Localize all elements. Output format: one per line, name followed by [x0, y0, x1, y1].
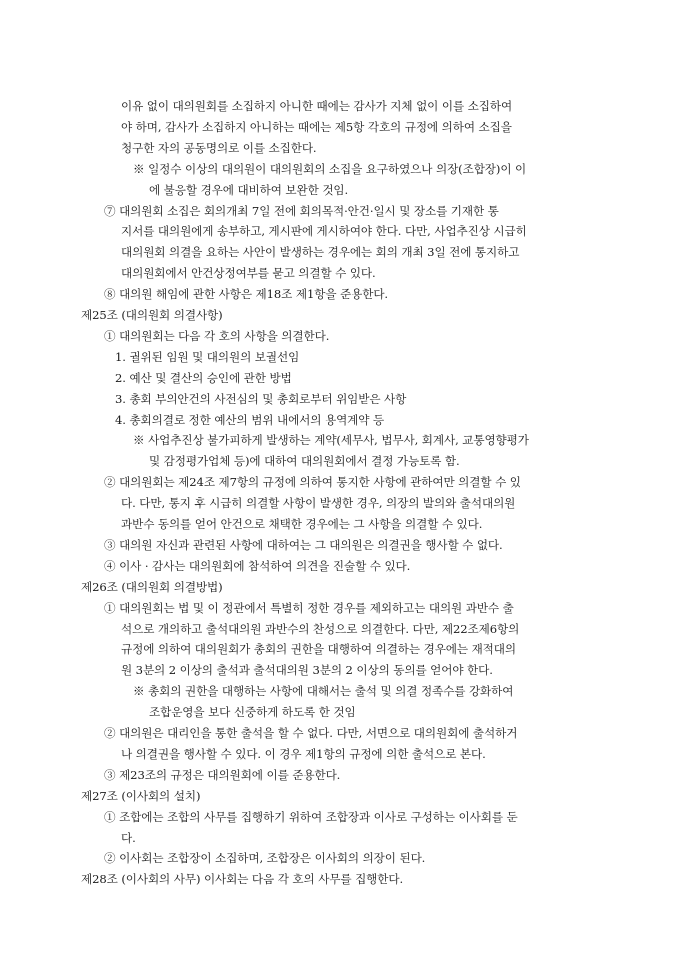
paragraph-line: 지서를 대의원에게 송부하고, 게시판에 게시하여야 한다. 다만, 사업추진상 시급히 — [121, 224, 527, 239]
paragraph-line: 나 의결권을 행사할 수 있다. 이 경우 제1항의 규정에 의한 출석으로 본다. — [121, 746, 486, 761]
list-item: 3. 총회 부의안건의 사전심의 및 총회로부터 위임받은 사항 — [115, 391, 407, 406]
article-heading: 제27조 (이사회의 설치) — [81, 788, 201, 803]
article-heading: 제28조 (이사회의 사무) 이사회는 다음 각 호의 사무를 집행한다. — [81, 872, 404, 887]
paragraph-line: 석으로 개의하고 출석대의원 과반수의 찬성으로 의결한다. 다만, 제22조제6항의 — [121, 621, 520, 636]
article-heading: 제26조 (대의원회 의결방법) — [81, 579, 223, 594]
clause-item: ② 이사회는 조합장이 소집하며, 조합장은 이사회의 의장이 된다. — [104, 851, 426, 866]
note-line: 에 불응할 경우에 대비하여 보완한 것임. — [149, 182, 349, 197]
note-line: 및 감정평가업체 등)에 대하여 대의원회에서 결정 가능토록 함. — [149, 454, 460, 469]
list-item: 2. 예산 및 결산의 승인에 관한 방법 — [115, 370, 292, 385]
paragraph-line: 대의원회 의결을 요하는 사안이 발생하는 경우에는 회의 개최 3일 전에 통지하고 — [121, 245, 520, 260]
clause-item: ⑦ 대의원회 소집은 회의개최 7일 전에 회의목적·안건·일시 및 장소를 기재한 통 — [104, 203, 499, 218]
clause-item: ① 대의원회는 다음 각 호의 사항을 의결한다. — [104, 328, 330, 343]
clause-item: ② 대의원은 대리인을 통한 출석을 할 수 없다. 다만, 서면으로 대의원회에 출석하거 — [104, 726, 518, 740]
clause-item: ① 조합에는 조합의 사무를 집행하기 위하여 조합장과 이사로 구성하는 이사회를 둔 — [104, 809, 518, 824]
note-line: 조합운영을 보다 신중하게 하도록 한 것임 — [149, 705, 356, 720]
paragraph-line: 다. — [121, 830, 136, 845]
paragraph-line: 과반수 동의를 얻어 안건으로 채택한 경우에는 그 사항을 의결할 수 있다. — [121, 517, 483, 531]
note-line: ※ 총회의 권한을 대행하는 사항에 대해서는 출석 및 의결 정족수를 강화하여 — [133, 684, 514, 699]
list-item: 1. 궐위된 임원 및 대의원의 보궐선임 — [115, 349, 300, 364]
clause-item: ② 대의원회는 제24조 제7항의 규정에 의하여 통지한 사항에 관하여만 의결할 수 있 — [104, 475, 521, 490]
paragraph-line: 대의원회에서 안건상정여부를 묻고 의결할 수 있다. — [121, 266, 376, 281]
note-line: ※ 일정수 이상의 대의원이 대의원회의 소집을 요구하였으나 의장(조합장)이 이 — [133, 161, 527, 176]
list-item: 4. 총회의결로 정한 예산의 범위 내에서의 용역계약 등 — [115, 412, 385, 427]
paragraph-line: 야 하며, 감사가 소집하지 아니하는 때에는 제5항 각호의 규정에 의하여 소집을 — [121, 119, 512, 134]
paragraph-line: 이유 없이 대의원회를 소집하지 아니한 때에는 감사가 지체 없이 이를 소집하여 — [121, 99, 513, 113]
clause-item: ④ 이사 · 감사는 대의원회에 참석하여 의견을 진술할 수 있다. — [104, 558, 411, 573]
paragraph-line: 다. 다만, 통지 후 시급히 의결할 사항이 발생한 경우, 의장의 발의와 출석대의원 — [121, 496, 516, 511]
clause-item: ① 대의원회는 법 및 이 정관에서 특별히 정한 경우를 제외하고는 대의원 과반수 출 — [104, 600, 514, 615]
paragraph-line: 원 3분의 2 이상의 출석과 출석대의원 3분의 2 이상의 동의를 얻어야 한다. — [121, 663, 493, 678]
paragraph-line: 규정에 의하여 대의원회가 총회의 권한을 대행하여 의결하는 경우에는 재적대의 — [121, 642, 516, 657]
article-heading: 제25조 (대의원회 의결사항) — [81, 308, 223, 322]
clause-item: ⑧ 대의원 해임에 관한 사항은 제18조 제1항을 준용한다. — [104, 287, 388, 302]
clause-item: ③ 대의원 자신과 관련된 사항에 대하여는 그 대의원은 의결권을 행사할 수 없다. — [104, 537, 503, 552]
note-line: ※ 사업추진상 불가피하게 발생하는 계약(세무사, 법무사, 회계사, 교통영향평가 — [133, 433, 529, 448]
paragraph-line: 청구한 자의 공동명의로 이를 소집한다. — [121, 140, 317, 155]
clause-item: ③ 제23조의 규정은 대의원회에 이를 준용한다. — [104, 767, 341, 782]
